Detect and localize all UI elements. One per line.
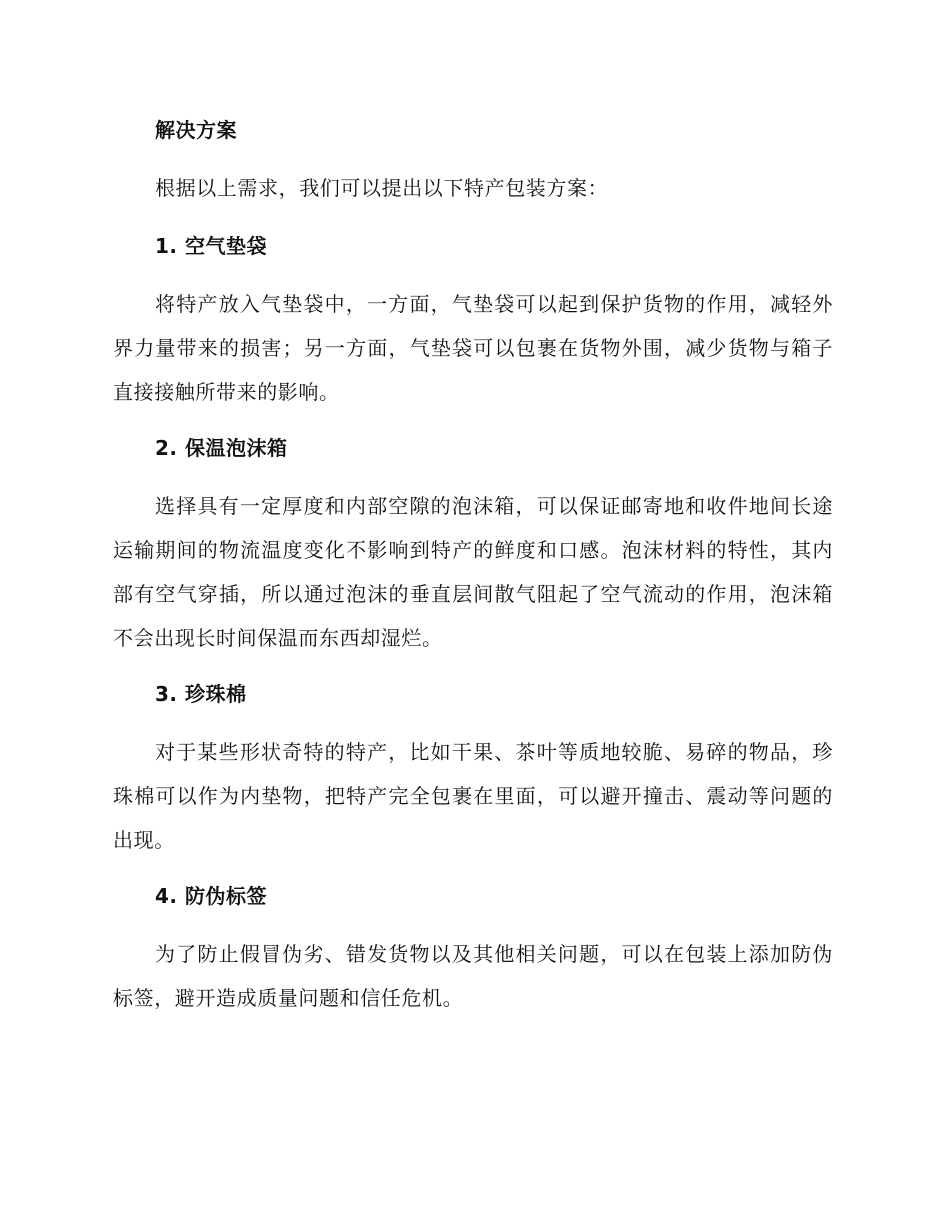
section-body-pearl-cotton: 对于某些形状奇特的特产，比如干果、茶叶等质地较脆、易碎的物品，珍珠棉可以作为内垫物，把特产完全包裹在里面，可以避开撞击、震动等问题的出现。 bbox=[113, 740, 833, 852]
section-heading-foam-box: 2. 保温泡沫箱 bbox=[155, 436, 288, 460]
intro-paragraph: 根据以上需求，我们可以提出以下特产包装方案： bbox=[155, 176, 609, 200]
section-heading-pearl-cotton: 3. 珍珠棉 bbox=[155, 682, 247, 706]
document-title: 解决方案 bbox=[155, 118, 237, 142]
section-body-anti-counterfeit: 为了防止假冒伪劣、错发货物以及其他相关问题，可以在包装上添加防伪标签，避开造成质量问题和信任危机。 bbox=[113, 942, 833, 1010]
section-heading-anti-counterfeit: 4. 防伪标签 bbox=[155, 884, 267, 908]
document-content bbox=[113, 112, 833, 1036]
section-body-air-cushion: 将特产放入气垫袋中，一方面，气垫袋可以起到保护货物的作用，减轻外界力量带来的损害；另一方面，气垫袋可以包裹在货物外围，减少货物与箱子直接接触所带来的影响。 bbox=[113, 292, 833, 404]
section-heading-air-cushion: 1. 空气垫袋 bbox=[155, 234, 267, 258]
section-body-foam-box: 选择具有一定厚度和内部空隙的泡沫箱，可以保证邮寄地和收件地间长途运输期间的物流温度变化不影响到特产的鲜度和口感。泡沫材料的特性，其内部有空气穿插，所以通过泡沫的垂直层间散气阻起了空气流动的作用，泡沫箱不会出现长时间保温而东西却湿烂。 bbox=[113, 494, 833, 650]
